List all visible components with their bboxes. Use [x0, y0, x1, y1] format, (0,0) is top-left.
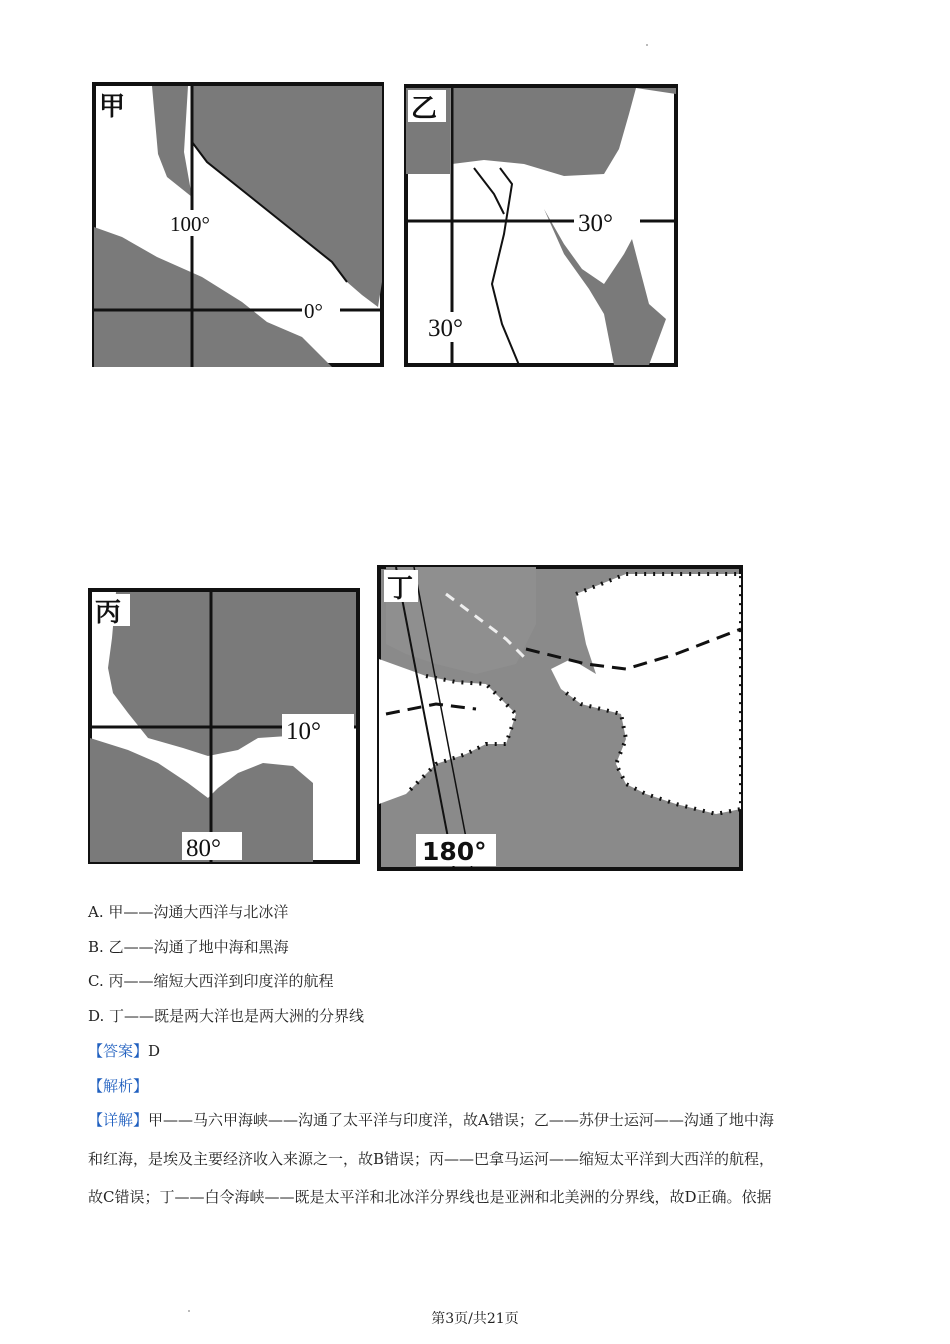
map-yi	[404, 84, 678, 367]
option-letter: D.	[88, 1007, 105, 1025]
map-yi-lat-label: 30°	[578, 210, 613, 237]
answer-value: D	[148, 1042, 161, 1060]
map-jia	[92, 82, 384, 367]
map-yi-lon-label: 30°	[428, 315, 463, 342]
option-text: 丙——缩短大西洋到印度洋的航程	[108, 972, 334, 990]
option-text: 甲——沟通大西洋与北冰洋	[108, 903, 289, 921]
detail-line-3	[88, 1187, 863, 1207]
map-bing-lat-label: 10°	[286, 718, 321, 745]
map-jia-lat-label: 0°	[304, 299, 323, 323]
map-jia-lon-label: 100°	[170, 212, 210, 236]
detail-line-2	[88, 1149, 863, 1169]
analysis-line	[88, 1076, 148, 1096]
option-d	[88, 1006, 364, 1026]
detail-tag: 【详解】	[88, 1111, 149, 1129]
option-a	[88, 902, 288, 922]
map-bing-lon-label: 80°	[186, 835, 221, 862]
answer-tag: 【答案】	[88, 1042, 149, 1060]
map-bing-label: 丙	[95, 598, 122, 628]
option-letter: B.	[88, 938, 104, 956]
option-text: 乙——沟通了地中海和黑海	[108, 938, 289, 956]
map-ding-label: 丁	[387, 574, 414, 604]
map-jia-label: 甲	[99, 92, 126, 122]
option-letter: A.	[88, 903, 104, 921]
option-c	[88, 971, 334, 991]
detail-text-1: 甲——马六甲海峡——沟通了太平洋与印度洋，故A错误；乙——苏伊士运河——沟通了地中海	[148, 1111, 774, 1129]
answer-line	[88, 1041, 160, 1061]
map-bing	[88, 588, 360, 864]
map-yi-label: 乙	[411, 94, 438, 124]
option-text: 丁——既是两大洋也是两大洲的分界线	[109, 1007, 365, 1025]
option-letter: C.	[88, 972, 104, 990]
detail-line-1	[88, 1110, 863, 1130]
map-ding	[376, 564, 744, 872]
speck	[646, 44, 648, 46]
detail-text-2: 和红海，是埃及主要经济收入来源之一，故B错误；丙——巴拿马运河——缩短太平洋到大西洋的航程，	[88, 1150, 775, 1168]
map-ding-lon-label: 180°	[422, 837, 487, 866]
detail-text-3: 故C错误；丁——白令海峡——既是太平洋和北冰洋分界线也是亚洲和北美洲的分界线，故D正确。依据	[88, 1188, 772, 1206]
analysis-tag: 【解析】	[88, 1077, 149, 1095]
option-b	[88, 937, 289, 957]
page-footer: 第3页/共21页	[431, 1311, 519, 1327]
